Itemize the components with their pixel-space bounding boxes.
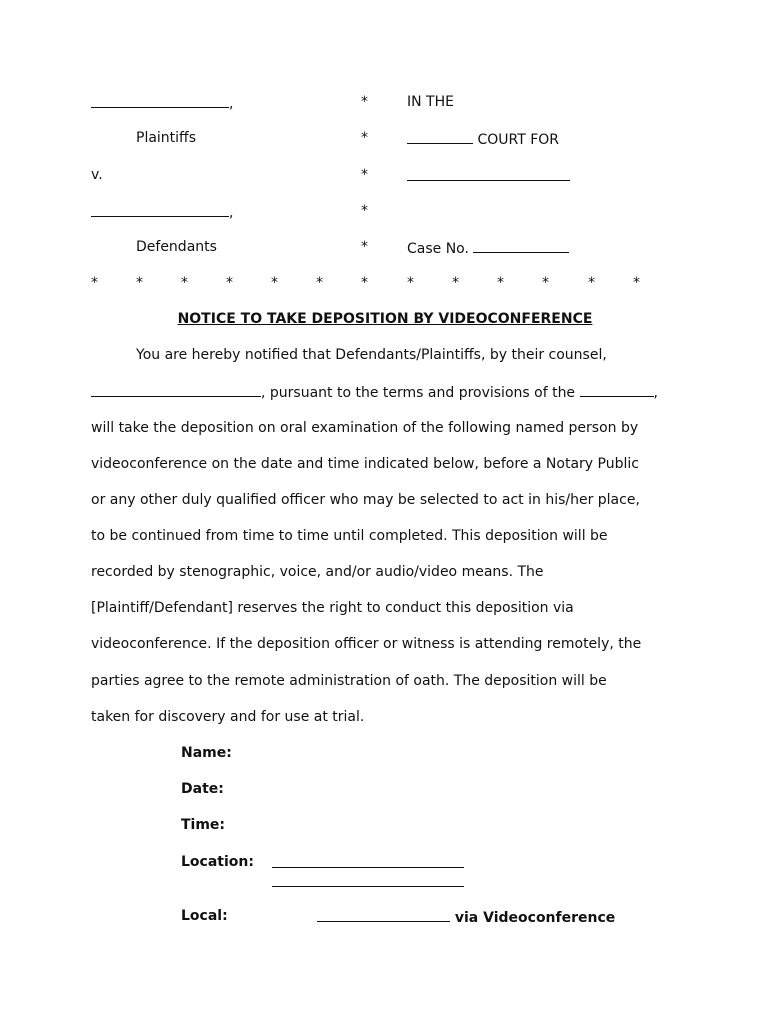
counsel-name-blank[interactable] xyxy=(91,383,261,397)
page-title: NOTICE TO TAKE DEPOSITION BY VIDEOCONFERENCE xyxy=(177,311,593,327)
body-line: videoconference. If the deposition officer or witness is attending remotely, the xyxy=(91,636,642,652)
case-number-line xyxy=(407,239,569,257)
defendant-name-blank[interactable] xyxy=(91,203,229,217)
location-line-2 xyxy=(272,873,464,891)
body-line: [Plaintiff/Defendant] reserves the right to conduct this deposition via xyxy=(91,600,574,616)
divider-asterisk: * xyxy=(226,275,233,291)
jurisdiction-line xyxy=(407,167,570,185)
location-blank-2[interactable] xyxy=(272,873,464,887)
defendant-comma: , xyxy=(229,205,234,221)
body-line-fragment: , xyxy=(653,385,658,401)
body-line: to be continued from time to time until completed. This deposition will be xyxy=(91,528,608,544)
divider-asterisk: * xyxy=(588,275,595,291)
local-blank[interactable] xyxy=(317,908,450,922)
body-line-counsel xyxy=(91,383,658,401)
case-no-label: Case No. xyxy=(407,241,469,257)
divider-asterisk: * xyxy=(452,275,459,291)
court-for-label: COURT FOR xyxy=(477,132,560,148)
defendants-label: Defendants xyxy=(136,239,217,255)
body-line: recorded by stenographic, voice, and/or audio/video means. The xyxy=(91,564,544,580)
jurisdiction-blank[interactable] xyxy=(407,167,570,181)
versus-label: v. xyxy=(91,167,103,183)
plaintiff-comma: , xyxy=(229,96,234,112)
defendant-name-line xyxy=(91,203,233,221)
case-number-blank[interactable] xyxy=(473,239,569,253)
in-the-label: IN THE xyxy=(407,94,454,110)
caption-asterisk: * xyxy=(361,130,368,146)
divider-asterisk: * xyxy=(91,275,98,291)
divider-asterisk: * xyxy=(136,275,143,291)
body-line: or any other duly qualified officer who may be selected to act in his/her place, xyxy=(91,492,640,508)
body-line: parties agree to the remote administration of oath. The deposition will be xyxy=(91,673,607,689)
divider-asterisk: * xyxy=(497,275,504,291)
caption-asterisk: * xyxy=(361,203,368,219)
divider-asterisk: * xyxy=(181,275,188,291)
caption-asterisk: * xyxy=(361,167,368,183)
divider-asterisk: * xyxy=(271,275,278,291)
divider-asterisk: * xyxy=(542,275,549,291)
rules-blank[interactable] xyxy=(580,383,654,397)
divider-asterisk: * xyxy=(316,275,323,291)
caption-asterisk: * xyxy=(361,94,368,110)
court-name-blank[interactable] xyxy=(407,130,473,144)
location-blank-1[interactable] xyxy=(272,854,464,868)
divider-asterisk: * xyxy=(361,275,368,291)
body-line: will take the deposition on oral examination of the following named person by xyxy=(91,420,639,436)
via-videoconference-label: via Videoconference xyxy=(454,910,616,926)
body-line: taken for discovery and for use at trial. xyxy=(91,709,365,725)
body-line-fragment: , pursuant to the terms and provisions of the xyxy=(261,385,576,401)
plaintiff-name-line xyxy=(91,94,233,112)
divider-asterisk: * xyxy=(407,275,414,291)
location-label: Location: xyxy=(181,854,254,870)
court-line xyxy=(407,130,559,148)
location-line-1 xyxy=(272,854,464,872)
plaintiffs-label: Plaintiffs xyxy=(136,130,196,146)
body-line: You are hereby notified that Defendants/Plaintiffs, by their counsel, xyxy=(136,347,607,363)
date-label: Date: xyxy=(181,781,224,797)
body-line: videoconference on the date and time indicated below, before a Notary Public xyxy=(91,456,639,472)
local-line xyxy=(317,908,615,926)
local-label: Local: xyxy=(181,908,228,924)
divider-asterisk: * xyxy=(633,275,640,291)
name-label: Name: xyxy=(181,745,232,761)
plaintiff-name-blank[interactable] xyxy=(91,94,229,108)
time-label: Time: xyxy=(181,817,226,833)
caption-asterisk: * xyxy=(361,239,368,255)
